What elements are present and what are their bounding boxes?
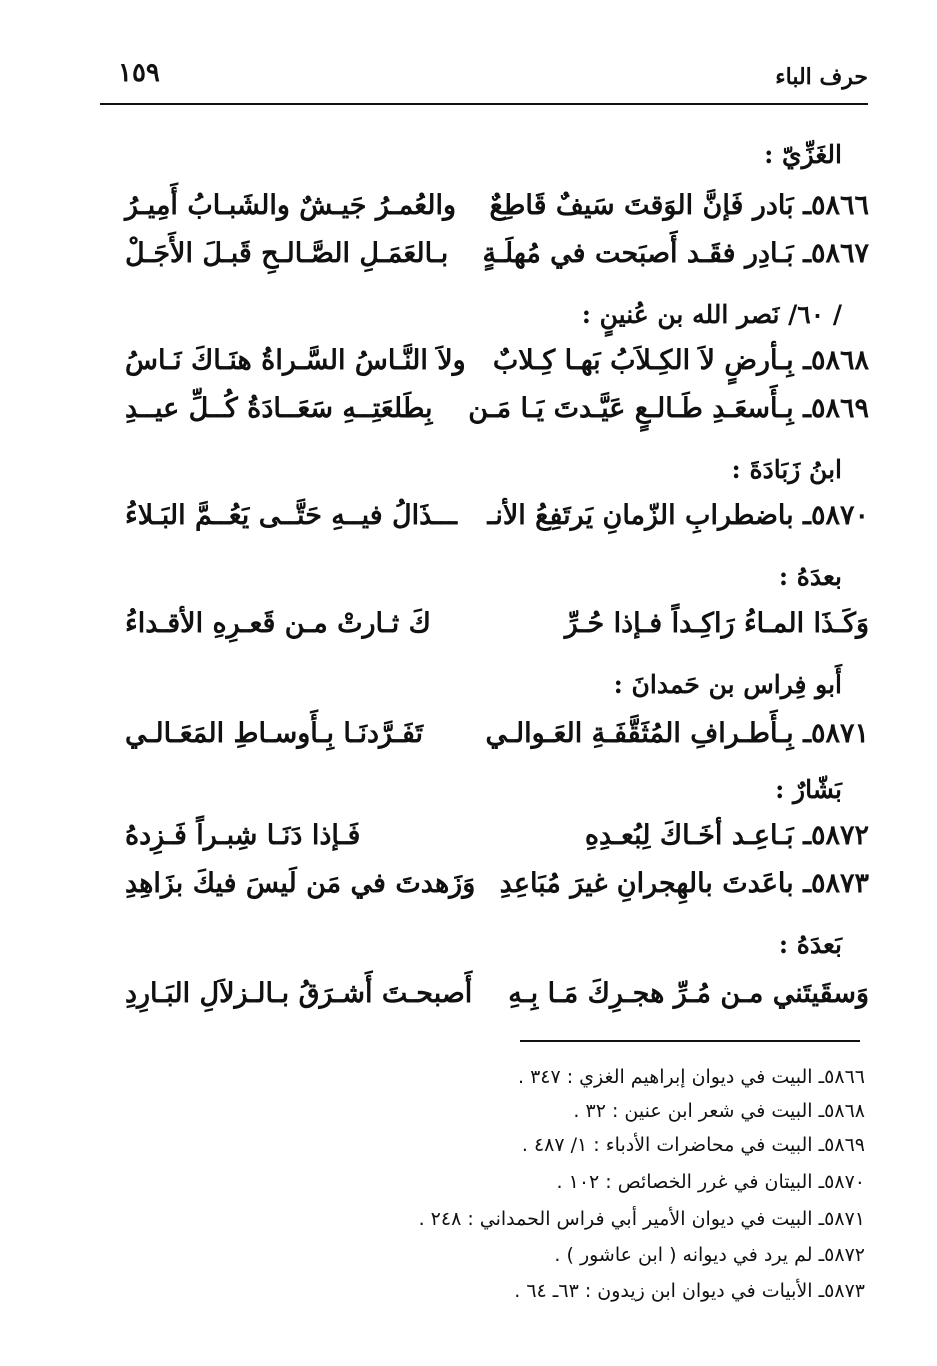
footnote: ٥٨٧٠ـ البيتان في غرر الخصائص : ١٠٢ .: [556, 1171, 865, 1193]
verse-first-hemistich: ٥٨٦٦ـ بَادر فَإنَّ الوَقتَ سَيفٌ قَاطِعٌ: [489, 190, 869, 221]
verse-first-hemistich: ٥٨٧٠ـ باضطرابِ الزّمانِ يَرتَفِعُ الأنـ: [487, 500, 869, 531]
footnote: ٥٨٧٢ـ لم يرد في ديوانه ( ابن عاشور ) .: [554, 1244, 865, 1266]
verse-first-hemistich: ٥٨٧٢ـ بَـاعِـد أخَـاكَ لِبُعـدِهِ: [584, 820, 869, 851]
page-header: [100, 58, 868, 98]
verse-second-hemistich: ولاَ النَّـاسُ السَّـراةُ هنَـاكَ نَـاسُ: [125, 345, 466, 376]
footnote: ٥٨٦٩ـ البيت في محاضرات الأدباء : ١/ ٤٨٧ .: [521, 1134, 865, 1156]
poet-heading: ابنُ زَبَادَةَ :: [731, 455, 842, 484]
verse-first-hemistich: ٥٨٦٩ـ بِـأَسعَـدِ طَـالـعٍ عَيَّـدتَ يَـا مَـن: [468, 393, 869, 424]
verse-second-hemistich: كَ ثـارتْ مـن قَعـرِهِ الأقـداءُ: [125, 608, 431, 639]
poet-heading: بَشّارٌ :: [775, 775, 842, 804]
verse-second-hemistich: بـالعَمَـلِ الصَّـالـحِ قَبـلَ الأَجَـلْ: [125, 238, 449, 269]
continuation-heading: بَعدَهُ :: [778, 930, 842, 959]
footnote-rule: [520, 1040, 860, 1042]
verse-first-hemistich: وَكَـذَا المـاءُ رَاكِـداً فـإذا حُـرِّ: [564, 608, 869, 639]
poet-heading: / ٦٠/ نَصر الله بن عُنينٍ :: [581, 300, 842, 329]
poet-heading: الغَزِّيّ :: [764, 140, 842, 169]
verse-first-hemistich: ٥٨٦٧ـ بَـادِر فقَـد أَصبَحت في مُهلَـةٍ: [482, 238, 869, 269]
verse-second-hemistich: ـــذَالُ فيــهِ حَتَّــى يَعُــمَّ البَـلاءُ: [125, 500, 458, 531]
verse-second-hemistich: فَـإذا دَنَـا شِبـراً فَـزِدهُ: [125, 820, 361, 851]
verse-second-hemistich: أَصبحـتَ أَشـرَقُ بـالـزلاَلِ البَـارِدِ: [125, 978, 473, 1009]
verse-first-hemistich: ٥٨٧٣ـ باعَدتَ بالهِجرانِ غيرَ مُبَاعِدِ: [499, 868, 869, 899]
running-title: حرف الباء: [775, 64, 868, 90]
header-rule: [100, 103, 868, 105]
verse-second-hemistich: والعُمـرُ جَيـشٌ والشَبـابُ أَمِيـرُ: [125, 190, 457, 221]
poet-heading: أَبو فِراس بن حَمدانَ :: [613, 670, 842, 699]
verse-second-hemistich: وَزَهدتَ في مَن لَيسَ فيكَ بزَاهِدِ: [125, 868, 476, 899]
page-number: ١٥٩: [118, 58, 160, 88]
verse-second-hemistich: بِطَلعَتِــهِ سَعَــادَةُ كُــلِّ عيــدِ: [125, 393, 433, 424]
continuation-heading: بعدَهُ :: [778, 562, 842, 591]
footnote: ٥٨٧١ـ البيت في ديوان الأمير أبي فراس الحمداني : ٢٤٨ .: [418, 1208, 865, 1230]
footnote: ٥٨٦٦ـ البيت في ديوان إبراهيم الغزي : ٣٤٧ .: [517, 1066, 865, 1088]
verse-second-hemistich: تَفَـرَّدنَـا بِـأَوسـاطِ المَعَـالـي: [125, 718, 424, 749]
footnote: ٥٨٧٣ـ الأبيات في ديوان ابن زيدون : ٦٣ـ ٦٤ .: [514, 1280, 865, 1302]
verse-first-hemistich: وَسقَيتَني مـن مُـرِّ هجـرِكَ مَـا بِـهِ: [508, 978, 869, 1009]
verse-first-hemistich: ٥٨٦٨ـ بِـأرضٍ لاَ الكِـلاَبُ بَهـا كِـلابٌ: [492, 345, 869, 376]
footnote: ٥٨٦٨ـ البيت في شعر ابن عنين : ٣٢ .: [573, 1100, 865, 1122]
verse-first-hemistich: ٥٨٧١ـ بِـأَطـرافِ المُثَقَّفَـةِ العَـوالـي: [485, 718, 869, 749]
